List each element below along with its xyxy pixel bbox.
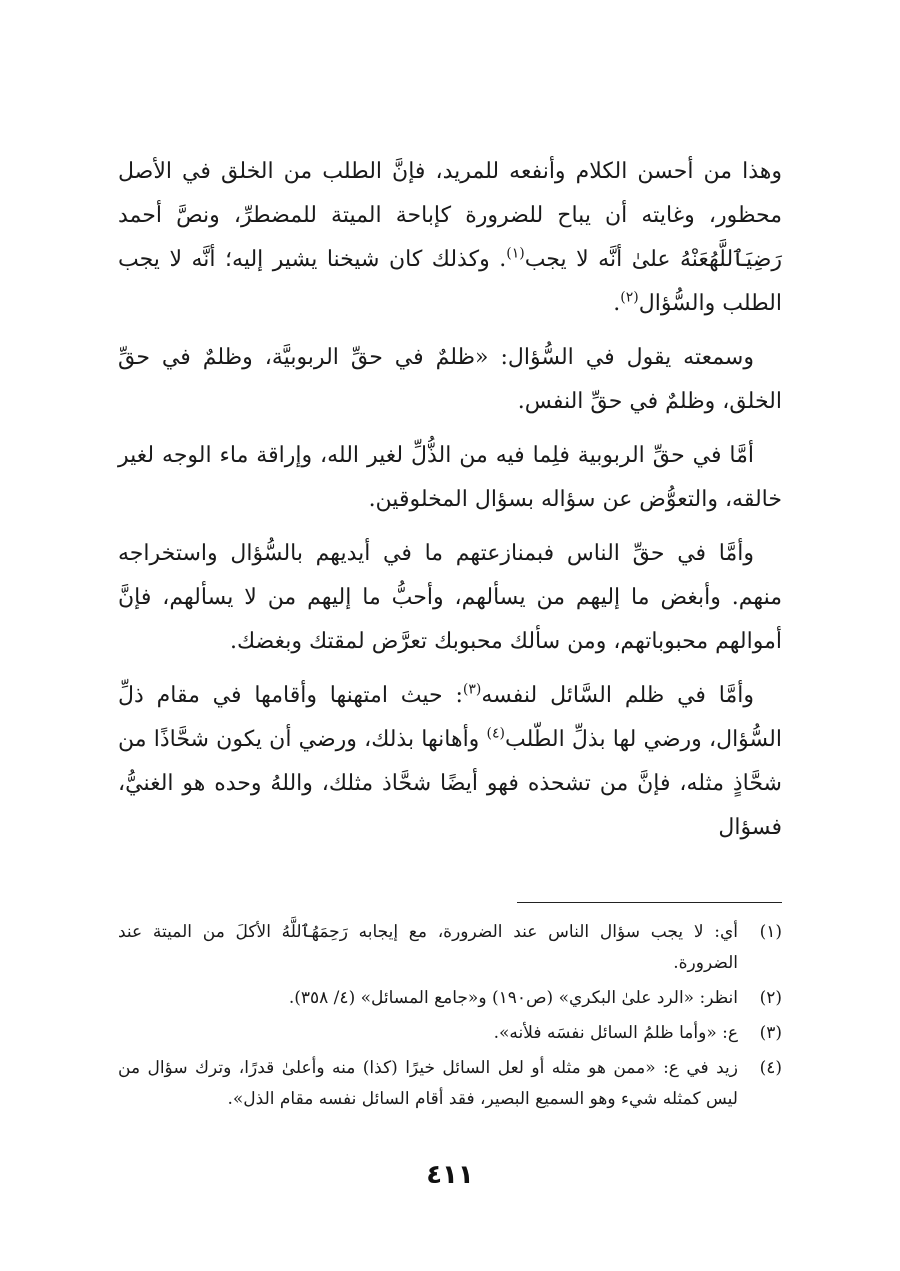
footnote-text: أي: لا يجب سؤال الناس عند الضرورة، مع إيجابه رَحِمَهُٱللَّهُ الأكلَ من الميتة عند الضرورة. xyxy=(118,922,738,973)
footnotes xyxy=(118,917,782,1119)
footnote-number: (٣) xyxy=(759,1023,782,1043)
footnote-ref-4[interactable]: (٤) xyxy=(486,725,505,742)
footnote-3 xyxy=(118,1018,782,1049)
paragraph-2: وسمعته يقول في السُّؤال: «ظلمٌ في حقِّ الربوبيَّة، وظلمٌ في حقِّ الخلق، وظلمٌ في حقِّ النفس. xyxy=(118,345,782,414)
footnote-4 xyxy=(118,1053,782,1115)
paragraph-5 xyxy=(118,674,782,850)
paragraph-text: : حيث امتهنها وأقامها في مقام ذلِّ السُّؤال، ورضي لها بذلِّ الطّلب xyxy=(118,683,782,752)
main-text xyxy=(118,150,782,860)
footnote-text: انظر: «الرد علىٰ البكري» (ص١٩٠) و«جامع المسائل» (٤/ ٣٥٨). xyxy=(288,988,738,1008)
paragraph-1 xyxy=(118,150,782,326)
footnote-text: ع: «وأما ظلمُ السائل نفسَه فلأنه». xyxy=(493,1023,738,1043)
paragraph-text: وأهانها بذلك، ورضي أن يكون شحَّاذًا من شحَّاذٍ مثله، فإنَّ من تشحذه فهو أيضًا شحَّاذ مثلك، واللهُ وحده هو الغنيُّ، فسؤال xyxy=(118,727,782,840)
paragraph-3: أمَّا في حقِّ الربوبية فلِما فيه من الذُّلِّ لغير الله، وإراقة ماء الوجه لغير خالقه، والتعوُّض عن سؤاله بسؤال المخلوقين. xyxy=(118,443,782,512)
footnote-1 xyxy=(118,917,782,979)
footnote-2 xyxy=(118,983,782,1014)
paragraph-text: . xyxy=(613,291,621,316)
footnote-ref-3[interactable]: (٣) xyxy=(462,681,482,698)
footnote-ref-2[interactable]: (٢) xyxy=(620,289,639,306)
footnote-text: زيد في ع: «ممن هو مثله أو لعل السائل خيرًا (كذا) منه وأعلىٰ قدرًا، وترك سؤال من ليس كمثله شيء وهو السميع البصير، فقد أقام السائل نفسه مقام الذل». xyxy=(118,1058,738,1109)
page-number: ٤١١ xyxy=(426,1160,474,1190)
paragraph-text: وهذا من أحسن الكلام وأنفعه للمريد، فإنَّ الطلب من الخلق في الأصل محظور، وغايته أن يباح للضرورة كإباحة الميتة للمضطرِّ، ونصَّ أحمد رَضِيَٱللَّهُعَنْهُ علىٰ أنَّه لا يجب xyxy=(118,159,782,272)
footnote-number: (١) xyxy=(759,922,782,942)
footnote-number: (٤) xyxy=(759,1058,782,1078)
footnote-divider xyxy=(517,902,782,903)
paragraph-text: . وكذلك كان شيخنا يشير إليه؛ أنَّه لا يجب الطلب والسُّؤال xyxy=(118,247,782,316)
footnote-ref-1[interactable]: (١) xyxy=(506,245,525,262)
footnote-number: (٢) xyxy=(759,988,782,1008)
paragraph-text: وأمَّا في ظلم السَّائل لنفسه xyxy=(481,683,755,708)
paragraph-4: وأمَّا في حقِّ الناس فبمنازعتهم ما في أيديهم بالسُّؤال واستخراجه منهم. وأبغض ما إليهم من يسألهم، وأحبُّ ما إليهم من لا يسألهم، فإنَّ أموالهم محبوباتهم، ومن سألك محبوبك تعرَّض لمقتك وبغضك. xyxy=(118,541,782,654)
